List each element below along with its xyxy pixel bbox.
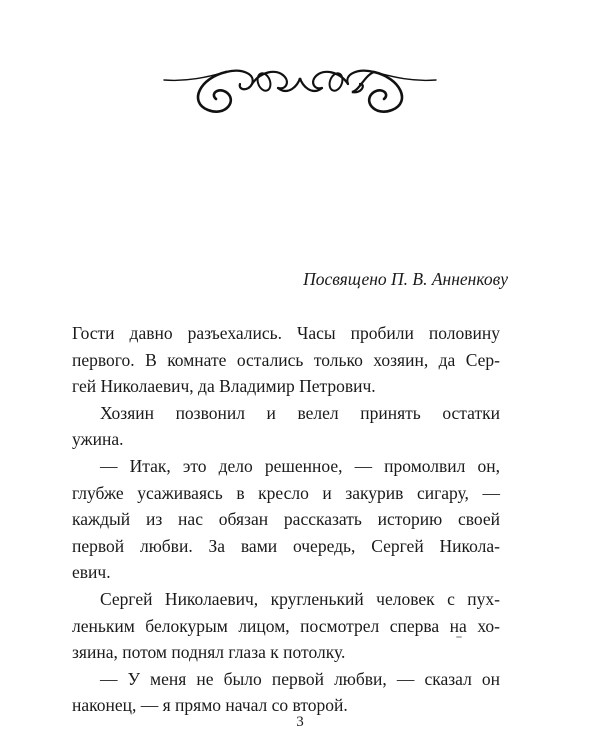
text-line: — У меня не было первой любви, — сказал он [100, 668, 500, 689]
text-line: первого. В комнате остались только хозяин, да Сер- [72, 349, 500, 370]
text-line: леньким белокурым лицом, посмотрел сперва на хо- [72, 615, 500, 636]
print-speck [456, 636, 462, 638]
text-line: первой любви. За вами очередь, Сергей Никола- [72, 535, 500, 556]
dedication: Посвящено П. В. Анненкову [303, 269, 508, 289]
text-line: зяина, потом поднял глаза к потолку. [72, 642, 346, 663]
text-line: Гости давно разъехались. Часы пробили половину [72, 323, 500, 343]
text-line: евич. [72, 562, 111, 583]
flourish-ornament-icon [160, 60, 440, 122]
text-line: наконец, — я прямо начал со второй. [72, 695, 348, 716]
text-line: Хозяин позвонил и велел принять остатки [100, 402, 500, 423]
text-line: гей Николаевич, да Владимир Петрович. [72, 376, 376, 397]
text-line: глубже усаживаясь в кресло и закурив сигару, — [72, 482, 500, 503]
text-line: — Итак, это дело решенное, — промолвил он, [100, 455, 500, 476]
page-number: 3 [296, 714, 304, 730]
text-line: ужина. [72, 429, 124, 450]
text-line: Сергей Николаевич, кругленький человек с пух- [100, 588, 500, 609]
body-text [72, 320, 500, 719]
text-line: каждый из нас обязан рассказать историю своей [72, 509, 500, 530]
